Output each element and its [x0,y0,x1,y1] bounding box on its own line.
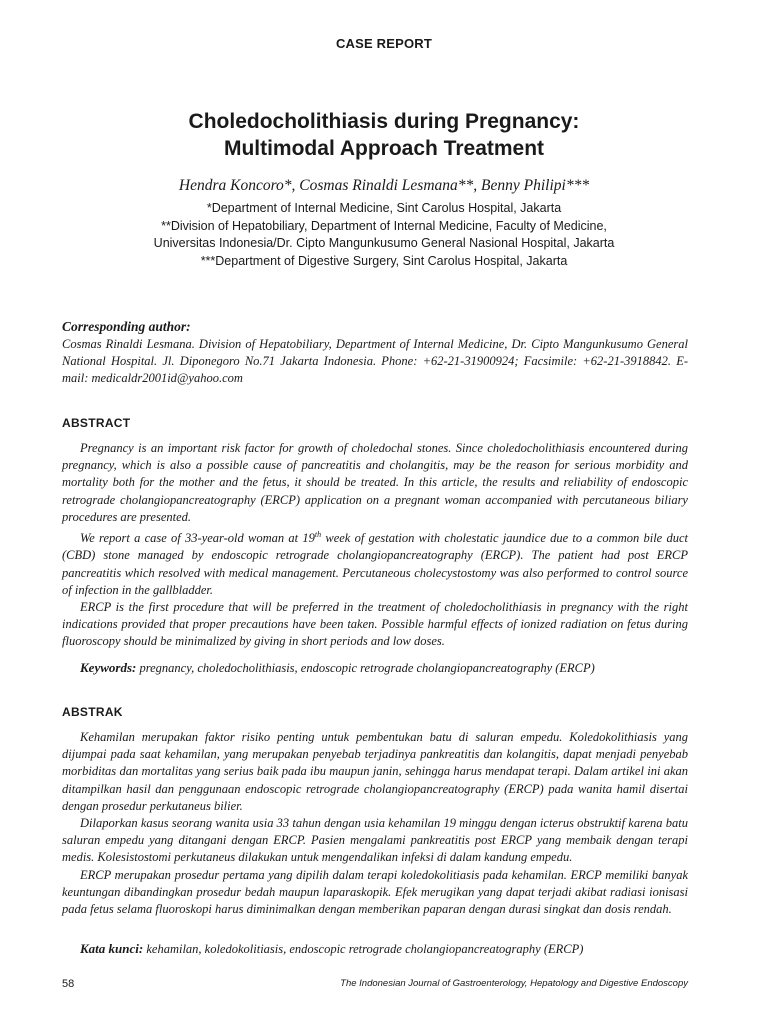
kata-kunci-text: kehamilan, koledokolitiasis, endoscopic retrograde cholangiopancreatography (ERCP) [143,942,584,956]
kata-kunci-line [62,941,688,957]
abstract-p2-end: week of gestation with cholestatic jaundice due to a common bile duct (CBD) stone managed by endoscopic retrograde cholangiopancreatography (ERCP). The patient had post ERCP pancreatitis which resolved with medical management. Percutaneous cholecystostomy was also performed to control source of infection in the gallbladder. [62,531,688,597]
affiliation-line: *Department of Internal Medicine, Sint Carolus Hospital, Jakarta [206,201,562,215]
abstrak-paragraph-1: Kehamilan merupakan faktor risiko penting untuk pembentukan batu di saluran empedu. Koledokolithiasis yang dijumpai pada saat kehamilan, yang merupakan penyebab terjadinya pankreatitis dan kolangitis, dapat menjadi penyebab morbiditas dan mortalitas yang serius baik pada ibu maupun janin, sehingga harus mendapat terapi. Dalam artikel ini akan ditampilkan hasil dan penggunaan endoscopic retrograde cholangiopancreatography (ERCP) pada wanita hamil disertai dengan prosedur perkutaneus bilier. [62,730,688,813]
abstract-paragraph-3: ERCP is the first procedure that will be preferred in the treatment of choledocholithiasis in pregnancy with the right indications provided that proper precautions have been taken. Possible harmful effects of ionized radiation on fetus during fluoroscopy should be minimalized by giving in short periods and low doses. [62,599,688,649]
title-line-1: Choledocholithiasis during Pregnancy: [188,110,580,133]
kata-kunci-label: Kata kunci: [80,941,144,956]
journal-name: The Indonesian Journal of Gastroenterology, Hepatology and Digestive Endoscopy [340,978,688,989]
affiliation-line: ***Department of Digestive Surgery, Sint Carolus Hospital, Jakarta [200,253,568,268]
ordinal-suffix: th [314,530,322,540]
affiliation-line: Universitas Indonesia/Dr. Cipto Mangunkusumo General Nasional Hospital, Jakarta [153,236,615,250]
affiliations [60,200,708,270]
page-number: 58 [62,978,75,990]
title-line-2: Multimodal Approach Treatment [223,137,545,160]
abstract-heading: ABSTRACT [62,416,131,430]
abstract-p2-start: We report a case of 33-year-old woman at 19 [80,531,315,546]
abstrak-paragraph-3: ERCP merupakan prosedur pertama yang dipilih dalam terapi koledokolitiasis pada kehamilan. ERCP memiliki banyak keuntungan dibandingkan prosedur bedah maupun laparaskopik. Efek merugikan yang dapat terjadi akibat radiasi ionisasi pada fetus selama fluoroskopi harus diminimalkan dengan memberikan paparan dengan durasi singkat dan dosis rendah. [62,867,688,917]
corresponding-text: Cosmas Rinaldi Lesmana. Division of Hepatobiliary, Department of Internal Medicine, Dr. Cipto Mangunkusumo General National Hospital. Jl. Diponegoro No.71 Jakarta Indonesia. Phone: +62-21-31900924; Facsimile: +62-21-3918842. E-mail: medicaldr2001id@yahoo.com [62,337,688,385]
author-list: Hendra Koncoro*, Cosmas Rinaldi Lesmana**, Benny Philipi*** [178,177,590,194]
keywords-text: pregnancy, choledocholithiasis, endoscopic retrograde cholangiopancreatography (ERCP) [136,661,595,675]
affiliation-line: **Division of Hepatobiliary, Department of Internal Medicine, Faculty of Medicine, [161,218,607,233]
article-title [60,108,708,162]
abstrak-body [62,729,688,918]
abstrak-paragraph-2: Dilaporkan kasus seorang wanita usia 33 tahun dengan usia kehamilan 19 minggu dengan icterus obstruktif karena batu saluran empedu yang ditangani dengan ERCP. Pasien mengalami pankreatitis post ERCP yang membaik dengan terapi medis. Kolesistostomi perkutaneus dilakukan untuk mengendalikan infeksi di dalam kandung empedu. [62,816,688,865]
corresponding-heading: Corresponding author: [62,319,191,334]
keywords-line [62,660,688,676]
abstract-paragraph-2 [62,526,688,599]
keywords-label: Keywords: [80,660,137,675]
abstrak-heading: ABSTRAK [62,705,123,719]
abstract-paragraph-1: Pregnancy is an important risk factor for growth of choledochal stones. Since choledocholithiasis encountered during pregnancy, which is also a possible cause of pancreatitis and cholangitis, may be the reason for serious morbidity and mortality both for the mother and the fetus, it should be treated. In this article, the results and reliability of endoscopic retrograde cholangiopancreatography (ERCP) application on a pregnant woman accompanied with percutaneous biliary procedures are presented. [62,441,688,524]
abstract-body [62,440,688,651]
corresponding-author [62,318,688,387]
section-label: CASE REPORT [335,36,433,51]
